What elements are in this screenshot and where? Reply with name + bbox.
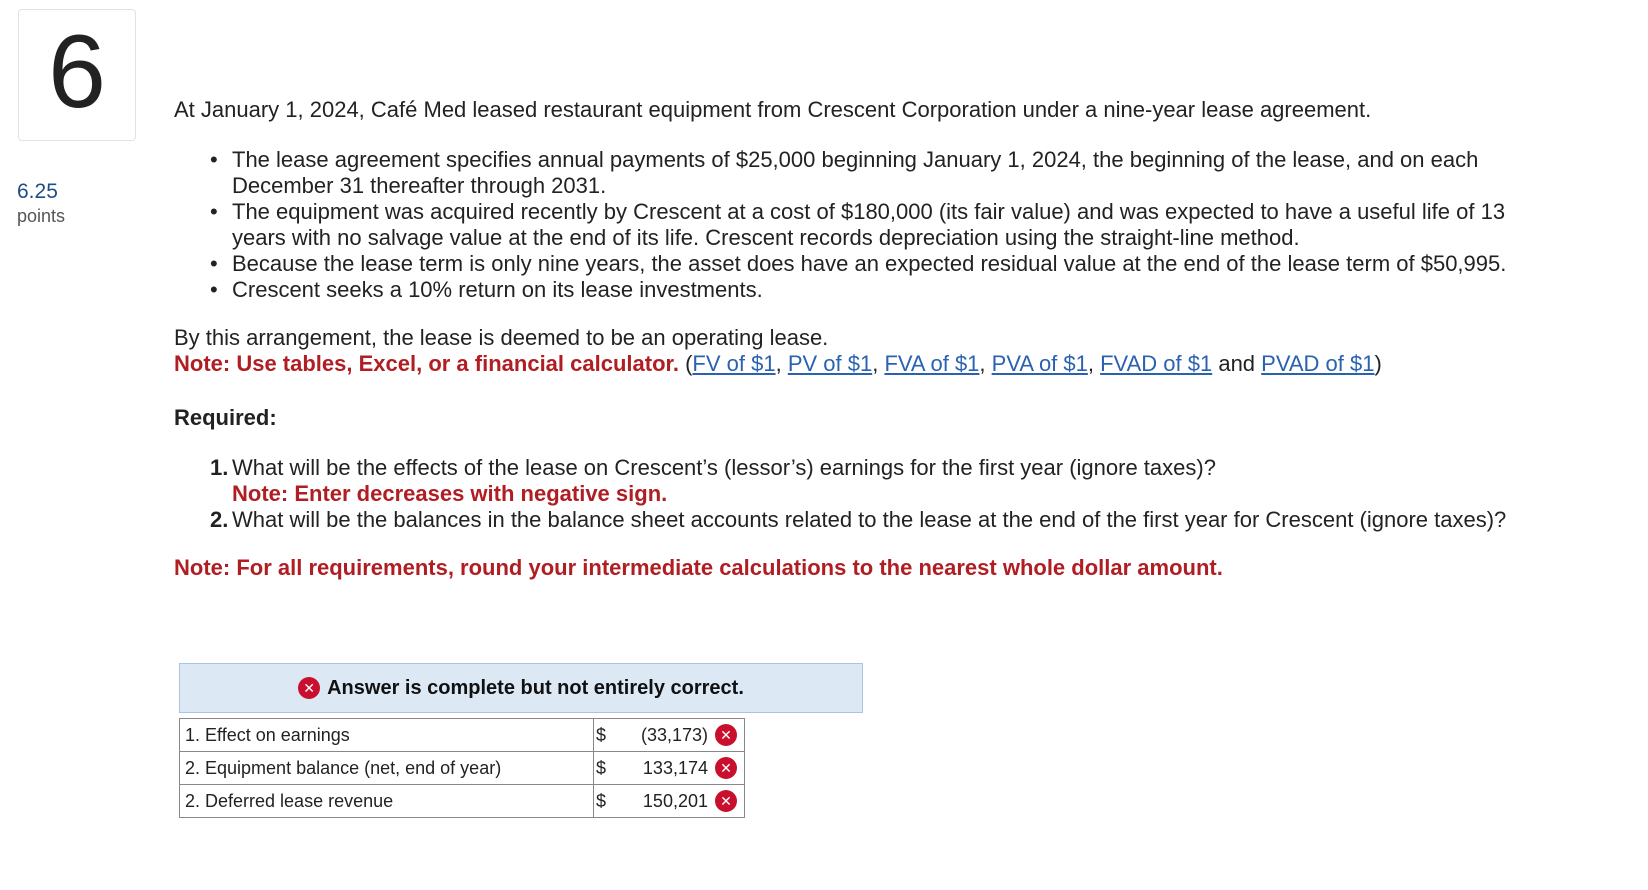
- requirement-text: What will be the balances in the balance sheet accounts related to the lease at the end of the first year for Crescent (ignore taxes)?: [232, 507, 1507, 532]
- problem-content: [174, 97, 1624, 581]
- requirement-text: What will be the effects of the lease on Crescent’s (lessor’s) earnings for the first year (ignore taxes)?: [232, 455, 1216, 480]
- requirement-item: [210, 507, 1530, 533]
- requirement-number: 2.: [210, 507, 229, 532]
- row-label: 2. Equipment balance (net, end of year): [180, 752, 594, 785]
- requirement-note: Note: Enter decreases with negative sign.: [232, 481, 668, 506]
- answer-status-text: Answer is complete but not entirely correct.: [327, 676, 744, 699]
- pva-link[interactable]: PVA of $1: [991, 351, 1088, 376]
- lease-term-item: • The equipment was acquired recently by Crescent at a cost of $180,000 (its fair value) and was expected to have a useful life of 13 years with no salvage value at the end of its life. Crescent records depreciation using the straight-line method.: [210, 199, 1530, 251]
- answer-status-banner: [179, 663, 863, 713]
- table-row: [180, 719, 745, 752]
- currency-symbol: $: [596, 725, 607, 745]
- pv-link[interactable]: PV of $1: [787, 351, 873, 376]
- arrangement-text: By this arrangement, the lease is deemed to be an operating lease.: [174, 325, 829, 350]
- problem-intro: At January 1, 2024, Café Med leased restaurant equipment from Crescent Corporation under a nine-year lease agreement.: [174, 97, 1372, 122]
- answer-value: 150,201: [642, 791, 708, 811]
- and-word: and: [1218, 351, 1256, 376]
- answer-table: [179, 718, 745, 818]
- tables-note: Note: Use tables, Excel, or a financial calculator.: [174, 351, 679, 376]
- pvad-link[interactable]: PVAD of $1: [1261, 351, 1375, 376]
- requirement-number: 1.: [210, 455, 229, 480]
- x-circle-icon: ✕: [715, 757, 737, 779]
- row-label: 1. Effect on earnings: [180, 719, 594, 752]
- requirements-list: [210, 455, 1530, 533]
- points-value: 6.25: [17, 180, 58, 203]
- question-number-box: [18, 9, 136, 141]
- lease-term-item: • Crescent seeks a 10% return on its lease investments.: [210, 277, 1530, 303]
- lease-terms-list: [210, 147, 1530, 303]
- fvad-link[interactable]: FVAD of $1: [1100, 351, 1213, 376]
- x-circle-icon: ✕: [715, 724, 737, 746]
- requirement-item: [210, 455, 1530, 507]
- table-row: [180, 752, 745, 785]
- lease-term-item: • The lease agreement specifies annual payments of $25,000 beginning January 1, 2024, the beginning of the lease, and on each December 31 thereafter through 2031.: [210, 147, 1530, 199]
- currency-symbol: $: [596, 791, 607, 811]
- question-number: 6: [48, 14, 106, 130]
- answer-cell[interactable]: [594, 785, 745, 818]
- x-circle-icon: ✕: [715, 790, 737, 812]
- answer-value: (33,173): [640, 725, 708, 745]
- fva-link[interactable]: FVA of $1: [884, 351, 980, 376]
- answer-value: 133,174: [642, 758, 708, 778]
- rounding-note: Note: For all requirements, round your intermediate calculations to the nearest whole dollar amount.: [174, 555, 1223, 580]
- answer-cell[interactable]: [594, 752, 745, 785]
- table-row: [180, 785, 745, 818]
- answer-cell[interactable]: [594, 719, 745, 752]
- tables-note-line: Note: Use tables, Excel, or a financial calculator. (FV of $1, PV of $1, FVA of $1, PVA of $1, FVAD of $1 and PVAD of $1): [174, 351, 1382, 376]
- currency-symbol: $: [596, 758, 607, 778]
- fv-link[interactable]: FV of $1: [692, 351, 776, 376]
- lease-term-item: • Because the lease term is only nine years, the asset does have an expected residual value at the end of the lease term of $50,995.: [210, 251, 1530, 277]
- row-label: 2. Deferred lease revenue: [180, 785, 594, 818]
- points-label: points: [17, 206, 66, 226]
- x-circle-icon: ✕: [298, 677, 320, 699]
- required-heading: Required:: [174, 405, 277, 430]
